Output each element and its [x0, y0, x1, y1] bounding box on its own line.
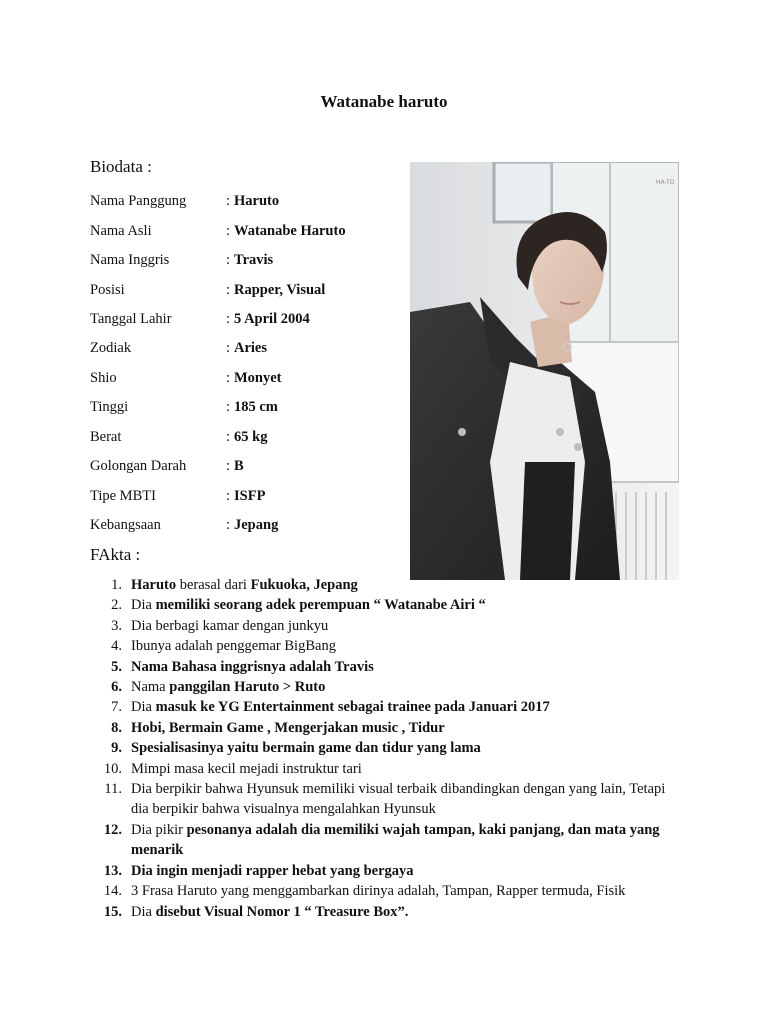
biodata-row	[90, 423, 346, 452]
page-title: Watanabe haruto	[320, 92, 448, 111]
fact-number: 14.	[103, 883, 122, 900]
fact-item	[90, 902, 670, 922]
biodata-label: Tipe MBTI	[90, 487, 156, 504]
biodata-label: Nama Inggris	[90, 252, 170, 269]
biodata-value: ISFP	[234, 487, 266, 504]
fact-text: Spesialisasinya yaitu bermain game dan tidur yang lama	[131, 740, 481, 757]
fakta-heading: FAkta :	[90, 545, 141, 564]
fact-item	[90, 881, 670, 901]
fact-item	[90, 677, 670, 697]
fact-item	[90, 759, 670, 779]
biodata-row	[90, 511, 346, 540]
fact-text: Hobi, Bermain Game , Mengerjakan music , Tidur	[131, 719, 445, 736]
biodata-value: Jepang	[234, 517, 279, 534]
fact-text: Mimpi masa kecil mejadi instruktur tari	[131, 760, 362, 777]
fact-text: Dia berbagi kamar dengan junkyu	[131, 617, 329, 634]
fact-number: 10.	[103, 760, 122, 777]
facts-list	[90, 575, 670, 922]
profile-photo	[410, 162, 679, 580]
biodata-colon: :	[226, 310, 231, 327]
fact-item	[90, 595, 670, 615]
biodata-value: 65 kg	[234, 428, 268, 445]
biodata-label: Shio	[90, 369, 117, 386]
fact-text: Nama Bahasa inggrisnya adalah Travis	[131, 658, 374, 675]
biodata-row	[90, 481, 346, 510]
fact-text: Dia	[131, 903, 156, 920]
fact-text: Fukuoka, Jepang	[250, 577, 358, 593]
biodata-label: Berat	[90, 428, 122, 445]
fact-number: 8.	[111, 719, 122, 736]
fact-text: pesonanya adalah dia memiliki wajah tampan, kaki panjang, dan mata yang menarik	[131, 821, 660, 859]
fact-number: 13.	[103, 862, 122, 879]
fact-text: Dia ingin menjadi rapper hebat yang bergaya	[131, 862, 414, 879]
biodata-label: Nama Panggung	[90, 193, 187, 210]
biodata-label: Kebangsaan	[90, 517, 161, 534]
biodata-colon: :	[226, 340, 231, 357]
fact-item	[90, 575, 670, 595]
fact-item	[90, 779, 670, 820]
biodata-colon: :	[226, 369, 231, 386]
biodata-label: Nama Asli	[90, 222, 152, 239]
fact-text: panggilan Haruto > Ruto	[169, 679, 326, 696]
biodata-row	[90, 246, 346, 275]
biodata-colon: :	[226, 458, 231, 475]
fact-number: 2.	[111, 597, 122, 614]
biodata-value: Watanabe Haruto	[234, 222, 346, 239]
biodata-colon: :	[226, 252, 231, 269]
fact-item	[90, 697, 670, 717]
biodata-row	[90, 216, 346, 245]
biodata-row	[90, 187, 346, 216]
fact-number: 11.	[104, 781, 122, 798]
biodata-label: Posisi	[90, 281, 125, 298]
fact-text: Dia berpikir bahwa Hyunsuk memiliki visual terbaik dibandingkan dengan yang lain, Tetapi dia berpikir bahwa visualnya mengalahkan Hyunsuk	[131, 781, 666, 818]
fact-text: Dia	[131, 597, 156, 614]
fact-text: Nama	[131, 679, 170, 696]
fact-item	[90, 616, 670, 636]
biodata-colon: :	[226, 517, 231, 534]
biodata-value: Rapper, Visual	[234, 281, 326, 298]
fact-item	[90, 820, 670, 861]
fact-item	[90, 861, 670, 881]
biodata-colon: :	[226, 487, 231, 504]
biodata-label: Tanggal Lahir	[90, 310, 172, 327]
biodata-row	[90, 452, 346, 481]
biodata-value: Aries	[234, 340, 268, 357]
fact-item	[90, 718, 670, 738]
fact-text: Ibunya adalah penggemar BigBang	[131, 638, 336, 655]
biodata-colon: :	[226, 222, 231, 239]
biodata-label: Golongan Darah	[90, 458, 187, 475]
fact-text: disebut Visual Nomor 1 “ Treasure Box”.	[155, 903, 409, 920]
biodata-value: 185 cm	[234, 399, 278, 416]
fact-text: 3 Frasa Haruto yang menggambarkan dirinya adalah, Tampan, Rapper termuda, Fisik	[131, 883, 626, 900]
biodata-row	[90, 334, 346, 363]
fact-number: 1.	[111, 577, 122, 593]
biodata-table	[90, 187, 346, 540]
biodata-label: Tinggi	[90, 399, 129, 416]
biodata-colon: :	[226, 281, 231, 298]
biodata-value: Monyet	[234, 369, 282, 386]
fact-text: memiliki seorang adek perempuan “ Watanabe Airi “	[155, 597, 486, 614]
biodata-label: Zodiak	[90, 340, 132, 357]
fact-number: 6.	[111, 679, 122, 696]
biodata-row	[90, 393, 346, 422]
fact-number: 7.	[111, 699, 122, 716]
biodata-value: Haruto	[234, 193, 280, 210]
fact-text: berasal dari	[176, 577, 251, 593]
fact-text: masuk ke YG Entertainment sebagai trainee pada Januari 2017	[155, 699, 550, 716]
fact-item	[90, 738, 670, 758]
fact-number: 3.	[111, 617, 122, 634]
fact-number: 12.	[103, 821, 122, 838]
fact-number: 4.	[111, 638, 122, 655]
fact-number: 5.	[111, 658, 122, 675]
biodata-value: Travis	[234, 252, 274, 269]
biodata-row	[90, 305, 346, 334]
biodata-colon: :	[226, 193, 231, 210]
fact-text: Dia pikir	[131, 821, 187, 838]
fact-item	[90, 636, 670, 656]
biodata-value: 5 April 2004	[234, 310, 310, 327]
photo-watermark: HA-TO	[656, 179, 675, 186]
fact-text: Haruto	[131, 577, 177, 593]
fact-item	[90, 657, 670, 677]
biodata-heading: Biodata :	[90, 157, 152, 176]
fact-number: 15.	[103, 903, 122, 920]
biodata-colon: :	[226, 399, 231, 416]
fact-number: 9.	[111, 740, 122, 757]
biodata-value: B	[234, 458, 244, 475]
biodata-row	[90, 275, 346, 304]
biodata-row	[90, 364, 346, 393]
fact-text: Dia	[131, 699, 156, 716]
biodata-colon: :	[226, 428, 231, 445]
